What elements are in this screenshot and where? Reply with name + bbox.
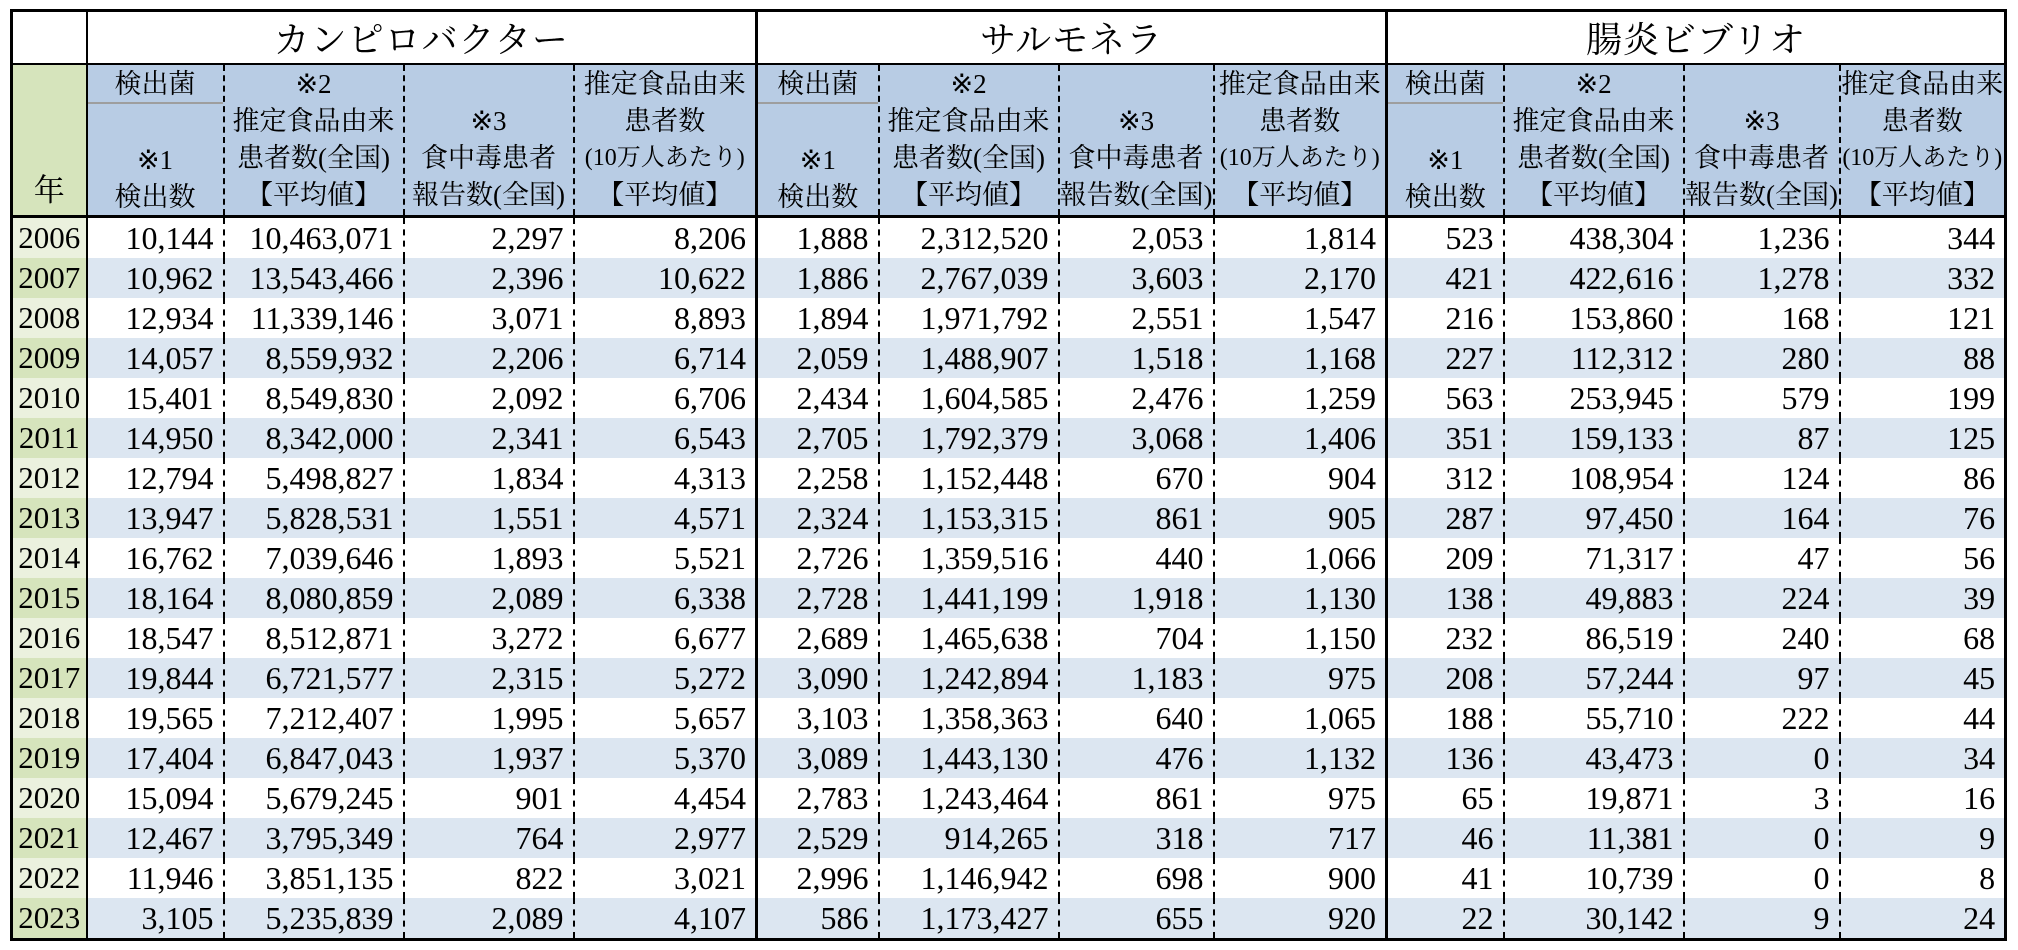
data-cell: 57,244 xyxy=(1504,658,1684,698)
table-row xyxy=(12,778,2006,818)
data-cell: 8 xyxy=(1840,858,2006,898)
data-cell: 1,894 xyxy=(757,298,879,338)
year-cell: 2023 xyxy=(12,898,87,940)
data-cell: 227 xyxy=(1387,338,1504,378)
data-cell: 19,871 xyxy=(1504,778,1684,818)
data-cell: 2,783 xyxy=(757,778,879,818)
data-cell: 164 xyxy=(1684,498,1840,538)
data-cell: 5,679,245 xyxy=(224,778,404,818)
data-cell: 1,236 xyxy=(1684,217,1840,259)
data-cell: 2,315 xyxy=(404,658,574,698)
data-cell: 822 xyxy=(404,858,574,898)
data-cell: 8,512,871 xyxy=(224,618,404,658)
data-cell: 87 xyxy=(1684,418,1840,458)
data-cell: 861 xyxy=(1059,498,1214,538)
table-row xyxy=(12,538,2006,578)
data-cell: 1,971,792 xyxy=(879,298,1059,338)
data-cell: 2,170 xyxy=(1214,258,1387,298)
data-cell: 232 xyxy=(1387,618,1504,658)
data-cell: 5,657 xyxy=(574,698,757,738)
data-cell: 1,551 xyxy=(404,498,574,538)
data-cell: 47 xyxy=(1684,538,1840,578)
year-cell: 2018 xyxy=(12,698,87,738)
data-cell: 2,767,039 xyxy=(879,258,1059,298)
data-cell: 45 xyxy=(1840,658,2006,698)
year-cell: 2009 xyxy=(12,338,87,378)
data-cell: 15,401 xyxy=(87,378,224,418)
year-cell: 2011 xyxy=(12,418,87,458)
year-cell: 2014 xyxy=(12,538,87,578)
data-cell: 159,133 xyxy=(1504,418,1684,458)
table-row xyxy=(12,338,2006,378)
data-cell: 2,089 xyxy=(404,578,574,618)
data-cell: 1,518 xyxy=(1059,338,1214,378)
data-cell: 563 xyxy=(1387,378,1504,418)
sub-header-row xyxy=(12,64,2006,217)
data-cell: 2,324 xyxy=(757,498,879,538)
data-cell: 56 xyxy=(1840,538,2006,578)
data-cell: 2,312,520 xyxy=(879,217,1059,259)
data-cell: 2,396 xyxy=(404,258,574,298)
data-cell: 764 xyxy=(404,818,574,858)
data-cell: 1,150 xyxy=(1214,618,1387,658)
data-cell: 2,092 xyxy=(404,378,574,418)
data-cell: 10,463,071 xyxy=(224,217,404,259)
data-cell: 1,242,894 xyxy=(879,658,1059,698)
data-cell: 717 xyxy=(1214,818,1387,858)
data-cell: 2,689 xyxy=(757,618,879,658)
data-cell: 351 xyxy=(1387,418,1504,458)
table-row xyxy=(12,258,2006,298)
data-cell: 4,313 xyxy=(574,458,757,498)
table-row xyxy=(12,458,2006,498)
data-cell: 1,547 xyxy=(1214,298,1387,338)
data-cell: 1,604,585 xyxy=(879,378,1059,418)
data-cell: 8,080,859 xyxy=(224,578,404,618)
data-cell: 280 xyxy=(1684,338,1840,378)
data-cell: 900 xyxy=(1214,858,1387,898)
data-cell: 2,297 xyxy=(404,217,574,259)
data-cell: 698 xyxy=(1059,858,1214,898)
data-cell: 10,739 xyxy=(1504,858,1684,898)
data-cell: 318 xyxy=(1059,818,1214,858)
year-cell: 2020 xyxy=(12,778,87,818)
data-cell: 209 xyxy=(1387,538,1504,578)
data-cell: 1,886 xyxy=(757,258,879,298)
data-cell: 1,130 xyxy=(1214,578,1387,618)
data-cell: 68 xyxy=(1840,618,2006,658)
year-cell: 2022 xyxy=(12,858,87,898)
data-cell: 1,066 xyxy=(1214,538,1387,578)
data-cell: 3,105 xyxy=(87,898,224,940)
year-column-header: 年 xyxy=(12,64,87,217)
data-cell: 1,168 xyxy=(1214,338,1387,378)
data-cell: 1,406 xyxy=(1214,418,1387,458)
year-cell: 2008 xyxy=(12,298,87,338)
table-body xyxy=(12,217,2006,940)
data-cell: 2,089 xyxy=(404,898,574,940)
data-cell: 975 xyxy=(1214,658,1387,698)
year-cell: 2015 xyxy=(12,578,87,618)
data-cell: 1,937 xyxy=(404,738,574,778)
data-cell: 904 xyxy=(1214,458,1387,498)
data-cell: 3,090 xyxy=(757,658,879,698)
data-cell: 332 xyxy=(1840,258,2006,298)
subheader-food-poisoning-reports: ※3 食中毒患者 報告数(全国) xyxy=(404,64,574,217)
data-cell: 15,094 xyxy=(87,778,224,818)
data-cell: 34 xyxy=(1840,738,2006,778)
data-cell: 1,792,379 xyxy=(879,418,1059,458)
data-cell: 1,183 xyxy=(1059,658,1214,698)
data-cell: 7,039,646 xyxy=(224,538,404,578)
data-cell: 6,543 xyxy=(574,418,757,458)
data-cell: 18,547 xyxy=(87,618,224,658)
table-row xyxy=(12,898,2006,940)
data-cell: 46 xyxy=(1387,818,1504,858)
data-cell: 2,059 xyxy=(757,338,879,378)
data-cell: 11,946 xyxy=(87,858,224,898)
data-cell: 112,312 xyxy=(1504,338,1684,378)
table-row xyxy=(12,418,2006,458)
data-cell: 208 xyxy=(1387,658,1504,698)
data-cell: 1,065 xyxy=(1214,698,1387,738)
data-cell: 10,622 xyxy=(574,258,757,298)
data-cell: 11,381 xyxy=(1504,818,1684,858)
year-cell: 2019 xyxy=(12,738,87,778)
data-cell: 13,543,466 xyxy=(224,258,404,298)
data-cell: 12,934 xyxy=(87,298,224,338)
data-cell: 901 xyxy=(404,778,574,818)
table-row xyxy=(12,698,2006,738)
data-cell: 1,814 xyxy=(1214,217,1387,259)
data-cell: 6,721,577 xyxy=(224,658,404,698)
table-row xyxy=(12,498,2006,538)
data-cell: 240 xyxy=(1684,618,1840,658)
data-cell: 2,996 xyxy=(757,858,879,898)
subheader-detected-count: 検出菌 ※1 検出数 xyxy=(1387,64,1504,217)
data-cell: 4,571 xyxy=(574,498,757,538)
data-cell: 97 xyxy=(1684,658,1840,698)
data-cell: 44 xyxy=(1840,698,2006,738)
table-row xyxy=(12,658,2006,698)
data-cell: 10,962 xyxy=(87,258,224,298)
data-cell: 2,726 xyxy=(757,538,879,578)
data-cell: 222 xyxy=(1684,698,1840,738)
table-row xyxy=(12,217,2006,259)
year-cell: 2006 xyxy=(12,217,87,259)
data-cell: 3,795,349 xyxy=(224,818,404,858)
data-cell: 5,272 xyxy=(574,658,757,698)
data-cell: 1,893 xyxy=(404,538,574,578)
data-cell: 2,705 xyxy=(757,418,879,458)
data-cell: 16,762 xyxy=(87,538,224,578)
data-cell: 2,341 xyxy=(404,418,574,458)
data-cell: 41 xyxy=(1387,858,1504,898)
data-cell: 1,488,907 xyxy=(879,338,1059,378)
data-cell: 905 xyxy=(1214,498,1387,538)
data-cell: 4,107 xyxy=(574,898,757,940)
group-title-row xyxy=(12,11,2006,65)
data-cell: 344 xyxy=(1840,217,2006,259)
data-cell: 2,434 xyxy=(757,378,879,418)
data-cell: 3,272 xyxy=(404,618,574,658)
data-cell: 1,132 xyxy=(1214,738,1387,778)
data-cell: 5,828,531 xyxy=(224,498,404,538)
data-cell: 438,304 xyxy=(1504,217,1684,259)
data-cell: 1,259 xyxy=(1214,378,1387,418)
pathogen-data-table xyxy=(10,9,2007,941)
table-row xyxy=(12,738,2006,778)
data-cell: 3 xyxy=(1684,778,1840,818)
data-cell: 670 xyxy=(1059,458,1214,498)
data-cell: 1,995 xyxy=(404,698,574,738)
data-cell: 2,258 xyxy=(757,458,879,498)
data-cell: 24 xyxy=(1840,898,2006,940)
data-cell: 1,278 xyxy=(1684,258,1840,298)
year-cell: 2007 xyxy=(12,258,87,298)
data-cell: 1,918 xyxy=(1059,578,1214,618)
subheader-detected-count: 検出菌 ※1 検出数 xyxy=(757,64,879,217)
data-cell: 8,559,932 xyxy=(224,338,404,378)
data-cell: 5,370 xyxy=(574,738,757,778)
data-cell: 76 xyxy=(1840,498,2006,538)
data-cell: 199 xyxy=(1840,378,2006,418)
data-cell: 9 xyxy=(1684,898,1840,940)
data-cell: 6,714 xyxy=(574,338,757,378)
data-cell: 224 xyxy=(1684,578,1840,618)
data-cell: 136 xyxy=(1387,738,1504,778)
table-row xyxy=(12,818,2006,858)
data-cell: 138 xyxy=(1387,578,1504,618)
data-cell: 65 xyxy=(1387,778,1504,818)
data-cell: 5,498,827 xyxy=(224,458,404,498)
data-cell: 1,243,464 xyxy=(879,778,1059,818)
data-cell: 640 xyxy=(1059,698,1214,738)
year-cell: 2013 xyxy=(12,498,87,538)
data-cell: 5,521 xyxy=(574,538,757,578)
data-cell: 6,677 xyxy=(574,618,757,658)
data-cell: 8,342,000 xyxy=(224,418,404,458)
subheader-estimated-patients-national: ※2 推定食品由来 患者数(全国) 【平均値】 xyxy=(879,64,1059,217)
data-cell: 3,851,135 xyxy=(224,858,404,898)
data-cell: 8,893 xyxy=(574,298,757,338)
table-row xyxy=(12,378,2006,418)
data-cell: 108,954 xyxy=(1504,458,1684,498)
year-cell: 2017 xyxy=(12,658,87,698)
data-cell: 1,888 xyxy=(757,217,879,259)
data-cell: 12,467 xyxy=(87,818,224,858)
data-cell: 188 xyxy=(1387,698,1504,738)
data-cell: 655 xyxy=(1059,898,1214,940)
data-cell: 5,235,839 xyxy=(224,898,404,940)
table-row xyxy=(12,858,2006,898)
year-cell: 2021 xyxy=(12,818,87,858)
data-cell: 8,549,830 xyxy=(224,378,404,418)
data-cell: 476 xyxy=(1059,738,1214,778)
data-cell: 22 xyxy=(1387,898,1504,940)
data-cell: 30,142 xyxy=(1504,898,1684,940)
group-title-vibrio: 腸炎ビブリオ xyxy=(1387,11,2006,65)
data-cell: 1,443,130 xyxy=(879,738,1059,778)
group-title-salmonella: サルモネラ xyxy=(757,11,1387,65)
data-cell: 0 xyxy=(1684,818,1840,858)
data-cell: 4,454 xyxy=(574,778,757,818)
data-cell: 3,068 xyxy=(1059,418,1214,458)
subheader-food-poisoning-reports: ※3 食中毒患者 報告数(全国) xyxy=(1059,64,1214,217)
subheader-detected-count: 検出菌 ※1 検出数 xyxy=(87,64,224,217)
data-cell: 440 xyxy=(1059,538,1214,578)
data-cell: 0 xyxy=(1684,858,1840,898)
data-cell: 9 xyxy=(1840,818,2006,858)
data-cell: 7,212,407 xyxy=(224,698,404,738)
data-cell: 16 xyxy=(1840,778,2006,818)
data-cell: 422,616 xyxy=(1504,258,1684,298)
data-cell: 2,529 xyxy=(757,818,879,858)
data-cell: 121 xyxy=(1840,298,2006,338)
data-cell: 124 xyxy=(1684,458,1840,498)
data-cell: 14,057 xyxy=(87,338,224,378)
group-title-campylobacter: カンピロバクター xyxy=(87,11,757,65)
subheader-estimated-patients-national: ※2 推定食品由来 患者数(全国) 【平均値】 xyxy=(224,64,404,217)
data-cell: 6,706 xyxy=(574,378,757,418)
data-cell: 975 xyxy=(1214,778,1387,818)
data-cell: 153,860 xyxy=(1504,298,1684,338)
data-cell: 1,152,448 xyxy=(879,458,1059,498)
data-cell: 920 xyxy=(1214,898,1387,940)
data-cell: 1,465,638 xyxy=(879,618,1059,658)
data-cell: 88 xyxy=(1840,338,2006,378)
data-cell: 6,847,043 xyxy=(224,738,404,778)
data-cell: 55,710 xyxy=(1504,698,1684,738)
data-cell: 3,021 xyxy=(574,858,757,898)
data-cell: 914,265 xyxy=(879,818,1059,858)
data-cell: 12,794 xyxy=(87,458,224,498)
data-cell: 1,173,427 xyxy=(879,898,1059,940)
year-cell: 2010 xyxy=(12,378,87,418)
table-row xyxy=(12,578,2006,618)
data-cell: 43,473 xyxy=(1504,738,1684,778)
data-cell: 312 xyxy=(1387,458,1504,498)
table-row xyxy=(12,298,2006,338)
data-cell: 1,359,516 xyxy=(879,538,1059,578)
data-cell: 579 xyxy=(1684,378,1840,418)
data-cell: 168 xyxy=(1684,298,1840,338)
data-cell: 287 xyxy=(1387,498,1504,538)
data-cell: 6,338 xyxy=(574,578,757,618)
data-cell: 17,404 xyxy=(87,738,224,778)
data-cell: 1,834 xyxy=(404,458,574,498)
data-cell: 1,441,199 xyxy=(879,578,1059,618)
data-cell: 86,519 xyxy=(1504,618,1684,658)
data-cell: 523 xyxy=(1387,217,1504,259)
data-cell: 861 xyxy=(1059,778,1214,818)
year-cell: 2016 xyxy=(12,618,87,658)
data-cell: 3,071 xyxy=(404,298,574,338)
data-cell: 10,144 xyxy=(87,217,224,259)
data-cell: 1,146,942 xyxy=(879,858,1059,898)
subheader-food-poisoning-reports: ※3 食中毒患者 報告数(全国) xyxy=(1684,64,1840,217)
data-cell: 2,728 xyxy=(757,578,879,618)
data-cell: 71,317 xyxy=(1504,538,1684,578)
data-cell: 39 xyxy=(1840,578,2006,618)
data-cell: 704 xyxy=(1059,618,1214,658)
data-cell: 49,883 xyxy=(1504,578,1684,618)
data-cell: 1,153,315 xyxy=(879,498,1059,538)
data-cell: 421 xyxy=(1387,258,1504,298)
data-cell: 2,551 xyxy=(1059,298,1214,338)
data-cell: 2,476 xyxy=(1059,378,1214,418)
data-cell: 86 xyxy=(1840,458,2006,498)
data-cell: 8,206 xyxy=(574,217,757,259)
data-cell: 19,565 xyxy=(87,698,224,738)
data-cell: 11,339,146 xyxy=(224,298,404,338)
data-cell: 13,947 xyxy=(87,498,224,538)
data-cell: 3,603 xyxy=(1059,258,1214,298)
data-cell: 125 xyxy=(1840,418,2006,458)
corner-cell xyxy=(12,11,87,65)
data-cell: 97,450 xyxy=(1504,498,1684,538)
data-cell: 1,358,363 xyxy=(879,698,1059,738)
subheader-estimated-patients-per100k: 推定食品由来 患者数 (10万人あたり) 【平均値】 xyxy=(1214,64,1387,217)
data-cell: 3,103 xyxy=(757,698,879,738)
data-cell: 0 xyxy=(1684,738,1840,778)
subheader-estimated-patients-per100k: 推定食品由来 患者数 (10万人あたり) 【平均値】 xyxy=(1840,64,2006,217)
subheader-estimated-patients-national: ※2 推定食品由来 患者数(全国) 【平均値】 xyxy=(1504,64,1684,217)
data-cell: 14,950 xyxy=(87,418,224,458)
data-cell: 253,945 xyxy=(1504,378,1684,418)
data-cell: 2,206 xyxy=(404,338,574,378)
data-cell: 18,164 xyxy=(87,578,224,618)
table-row xyxy=(12,618,2006,658)
data-cell: 2,977 xyxy=(574,818,757,858)
data-cell: 19,844 xyxy=(87,658,224,698)
data-cell: 3,089 xyxy=(757,738,879,778)
subheader-estimated-patients-per100k: 推定食品由来 患者数 (10万人あたり) 【平均値】 xyxy=(574,64,757,217)
data-cell: 216 xyxy=(1387,298,1504,338)
data-cell: 2,053 xyxy=(1059,217,1214,259)
year-cell: 2012 xyxy=(12,458,87,498)
data-cell: 586 xyxy=(757,898,879,940)
